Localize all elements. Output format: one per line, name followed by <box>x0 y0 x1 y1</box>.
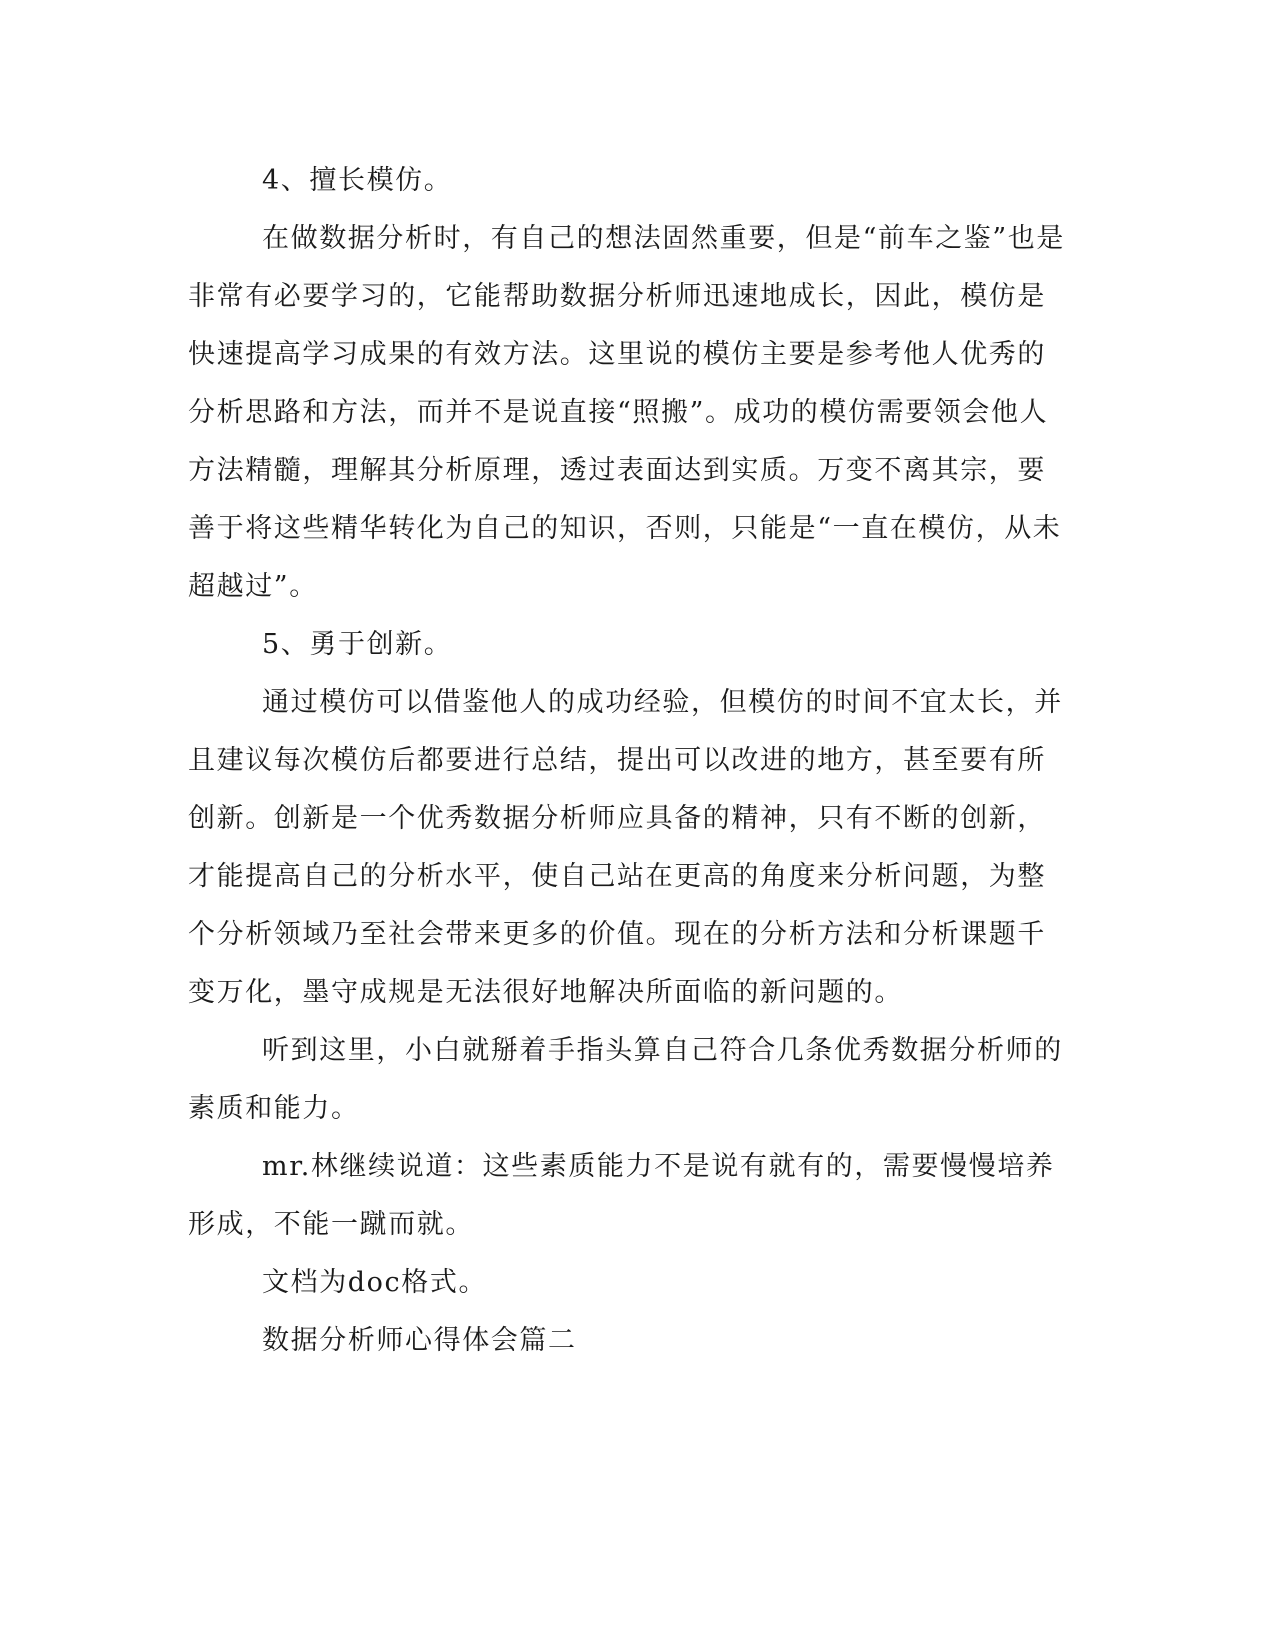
text-line: 变万化，墨守成规是无法很好地解决所面临的新问题的。 <box>188 977 903 1008</box>
text-line: 且建议每次模仿后都要进行总结，提出可以改进的地方，甚至要有所 <box>188 745 1046 776</box>
section-heading-4: 4、擅长模仿。 <box>262 165 453 196</box>
text-line: 在做数据分析时，有自己的想法固然重要，但是“前车之鉴”也是 <box>262 223 1066 254</box>
text-line: 快速提高学习成果的有效方法。这里说的模仿主要是参考他人优秀的 <box>188 339 1046 370</box>
format-note: 文档为doc格式。 <box>262 1267 488 1298</box>
text-line: 创新。创新是一个优秀数据分析师应具备的精神，只有不断的创新， <box>188 803 1046 834</box>
text-line: 超越过”。 <box>188 571 318 602</box>
text-line: 形成，不能一蹴而就。 <box>188 1209 474 1240</box>
text-line: 方法精髓，理解其分析原理，透过表面达到实质。万变不离其宗，要 <box>188 455 1046 486</box>
text-line: 非常有必要学习的，它能帮助数据分析师迅速地成长，因此，模仿是 <box>188 281 1046 312</box>
text-line: 才能提高自己的分析水平，使自己站在更高的角度来分析问题，为整 <box>188 861 1046 892</box>
text-line: 听到这里，小白就掰着手指头算自己符合几条优秀数据分析师的 <box>262 1035 1063 1066</box>
text-line: mr.林继续说道：这些素质能力不是说有就有的，需要慢慢培养 <box>262 1151 1055 1182</box>
text-line: 通过模仿可以借鉴他人的成功经验，但模仿的时间不宜太长，并 <box>262 687 1063 718</box>
text-line: 个分析领域乃至社会带来更多的价值。现在的分析方法和分析课题千 <box>188 919 1046 950</box>
text-line: 分析思路和方法，而并不是说直接“照搬”。成功的模仿需要领会他人 <box>188 397 1049 428</box>
text-line: 善于将这些精华转化为自己的知识，否则，只能是“一直在模仿，从未 <box>188 513 1062 544</box>
section-heading-5: 5、勇于创新。 <box>262 629 453 660</box>
next-article-title: 数据分析师心得体会篇二 <box>262 1325 577 1356</box>
text-line: 素质和能力。 <box>188 1093 360 1124</box>
